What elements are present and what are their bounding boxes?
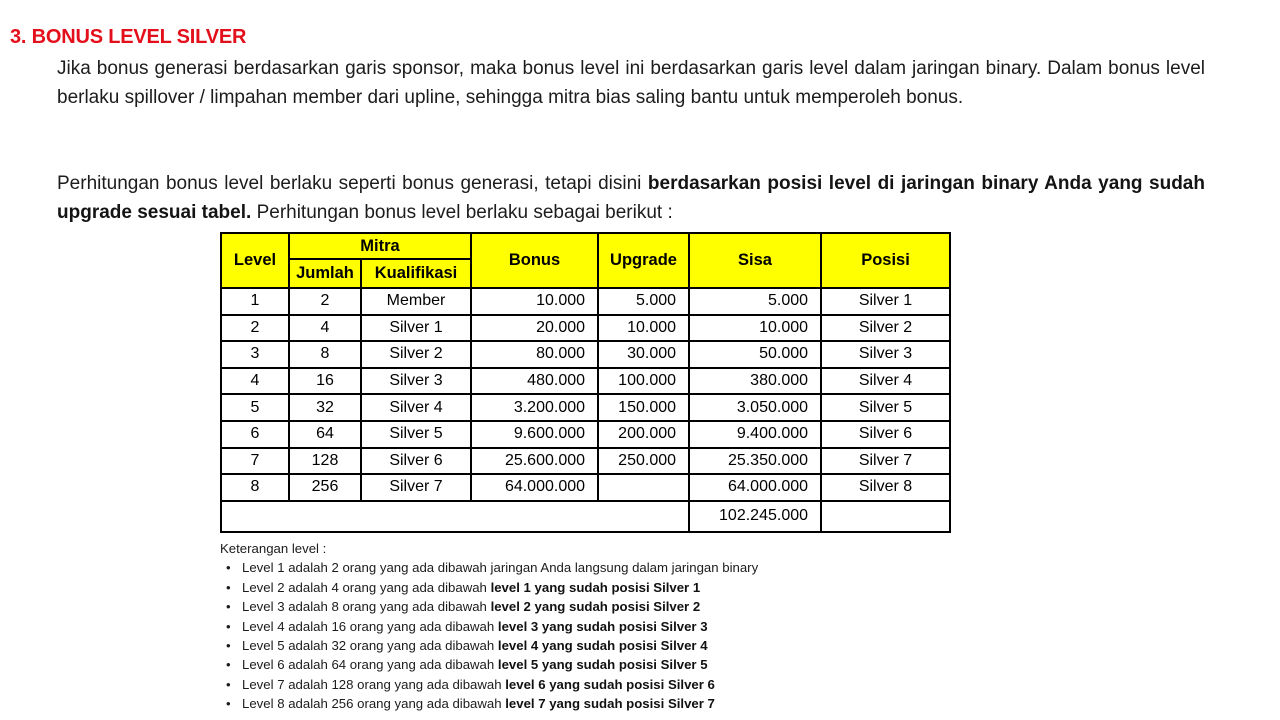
- cell-kualifikasi: Silver 5: [361, 421, 471, 448]
- cell-level: 1: [221, 288, 289, 315]
- table-header: [221, 233, 950, 288]
- keterangan-item: [220, 655, 860, 674]
- cell-kualifikasi: Silver 4: [361, 394, 471, 421]
- keterangan-text: Level 5 adalah 32 orang yang ada dibawah: [242, 638, 498, 654]
- total-sisa-cell: 102.245.000: [689, 501, 821, 532]
- keterangan-item: [220, 675, 860, 694]
- cell-sisa: 50.000: [689, 341, 821, 368]
- keterangan-bold: level 5 yang sudah posisi Silver 5: [497, 657, 708, 673]
- keterangan-text: Level 8 adalah 256 orang yang ada dibawah: [242, 696, 506, 712]
- cell-kualifikasi: Silver 3: [361, 368, 471, 395]
- keterangan-text: Level 4 adalah 16 orang yang ada dibawah: [242, 618, 498, 634]
- keterangan-item: [220, 558, 860, 577]
- keterangan-heading: Keterangan level :: [220, 541, 327, 556]
- keterangan-bold: level 1 yang sudah posisi Silver 1: [490, 579, 701, 595]
- calculation-paragraph-bold: berdasarkan posisi level di jaringan binary Anda yang sudah upgrade sesuai tabel.: [57, 173, 1205, 223]
- keterangan-text: Level 3 adalah 8 orang yang ada dibawah: [242, 599, 491, 615]
- keterangan-item: [220, 617, 860, 636]
- keterangan-list: [220, 558, 860, 713]
- table-row: [221, 368, 950, 395]
- keterangan-item: [220, 578, 860, 597]
- cell-sisa: 5.000: [689, 288, 821, 315]
- cell-level: 7: [221, 448, 289, 475]
- cell-sisa: 3.050.000: [689, 394, 821, 421]
- table-row: [221, 315, 950, 342]
- cell-bonus: 80.000: [471, 341, 598, 368]
- total-spacer-cell: [221, 501, 689, 532]
- cell-level: 2: [221, 315, 289, 342]
- header-bonus: Bonus: [471, 233, 598, 288]
- cell-bonus: 480.000: [471, 368, 598, 395]
- cell-kualifikasi: Silver 7: [361, 474, 471, 501]
- cell-bonus: 9.600.000: [471, 421, 598, 448]
- cell-upgrade: 5.000: [598, 288, 689, 315]
- cell-posisi: Silver 3: [821, 341, 950, 368]
- header-jumlah: Jumlah: [289, 259, 361, 288]
- keterangan-item: [220, 636, 860, 655]
- table-row: [221, 288, 950, 315]
- cell-upgrade: 250.000: [598, 448, 689, 475]
- cell-bonus: 10.000: [471, 288, 598, 315]
- cell-level: 4: [221, 368, 289, 395]
- cell-sisa: 9.400.000: [689, 421, 821, 448]
- total-row: [221, 501, 950, 532]
- cell-posisi: Silver 2: [821, 315, 950, 342]
- cell-jumlah: 2: [289, 288, 361, 315]
- keterangan-bold: level 4 yang sudah posisi Silver 4: [497, 638, 708, 654]
- cell-upgrade: 150.000: [598, 394, 689, 421]
- cell-upgrade: 30.000: [598, 341, 689, 368]
- cell-kualifikasi: Silver 1: [361, 315, 471, 342]
- cell-sisa: 380.000: [689, 368, 821, 395]
- cell-bonus: 25.600.000: [471, 448, 598, 475]
- cell-sisa: 10.000: [689, 315, 821, 342]
- cell-bonus: 20.000: [471, 315, 598, 342]
- table-row: [221, 341, 950, 368]
- keterangan-section: [220, 539, 860, 714]
- header-posisi: Posisi: [821, 233, 950, 288]
- calculation-paragraph-post: Perhitungan bonus level berlaku sebagai berikut :: [251, 202, 673, 223]
- cell-kualifikasi: Silver 2: [361, 341, 471, 368]
- keterangan-item: [220, 597, 860, 616]
- table-row: [221, 394, 950, 421]
- header-mitra: Mitra: [289, 233, 471, 259]
- keterangan-text: Level 7 adalah 128 orang yang ada dibawah: [242, 676, 506, 692]
- cell-bonus: 3.200.000: [471, 394, 598, 421]
- header-kualifikasi: Kualifikasi: [361, 259, 471, 288]
- header-upgrade: Upgrade: [598, 233, 689, 288]
- cell-level: 6: [221, 421, 289, 448]
- keterangan-item: [220, 694, 860, 713]
- cell-level: 3: [221, 341, 289, 368]
- cell-posisi: Silver 4: [821, 368, 950, 395]
- keterangan-bold: level 6 yang sudah posisi Silver 6: [505, 676, 715, 692]
- table-row: [221, 421, 950, 448]
- cell-upgrade: 200.000: [598, 421, 689, 448]
- cell-posisi: Silver 5: [821, 394, 950, 421]
- table-row: [221, 448, 950, 475]
- calculation-paragraph-pre: Perhitungan bonus level berlaku seperti bonus generasi, tetapi disini: [57, 173, 648, 194]
- cell-jumlah: 4: [289, 315, 361, 342]
- cell-sisa: 64.000.000: [689, 474, 821, 501]
- keterangan-bold: level 7 yang sudah posisi Silver 7: [505, 696, 715, 712]
- cell-level: 8: [221, 474, 289, 501]
- cell-kualifikasi: Member: [361, 288, 471, 315]
- keterangan-bold: level 3 yang sudah posisi Silver 3: [497, 618, 708, 634]
- bonus-level-table: [220, 232, 951, 533]
- cell-posisi: Silver 7: [821, 448, 950, 475]
- page-title: 3. BONUS LEVEL SILVER: [10, 26, 247, 48]
- cell-kualifikasi: Silver 6: [361, 448, 471, 475]
- cell-jumlah: 32: [289, 394, 361, 421]
- calculation-paragraph: [57, 169, 1205, 227]
- header-sisa: Sisa: [689, 233, 821, 288]
- cell-jumlah: 64: [289, 421, 361, 448]
- cell-upgrade: [598, 474, 689, 501]
- cell-jumlah: 8: [289, 341, 361, 368]
- cell-jumlah: 256: [289, 474, 361, 501]
- cell-sisa: 25.350.000: [689, 448, 821, 475]
- header-level: Level: [221, 233, 289, 288]
- keterangan-text: Level 1 adalah 2 orang yang ada dibawah jaringan Anda langsung dalam jaringan binary: [242, 560, 759, 576]
- keterangan-text: Level 6 adalah 64 orang yang ada dibawah: [242, 657, 498, 673]
- cell-posisi: Silver 6: [821, 421, 950, 448]
- total-posisi-cell: [821, 501, 950, 532]
- cell-upgrade: 10.000: [598, 315, 689, 342]
- cell-posisi: Silver 8: [821, 474, 950, 501]
- intro-paragraph: Jika bonus generasi berdasarkan garis sponsor, maka bonus level ini berdasarkan garis level dalam jaringan binary. Dalam bonus level berlaku spillover / limpahan member dari upline, sehingga mitra bias saling bantu untuk memperoleh bonus.: [57, 58, 1205, 108]
- cell-posisi: Silver 1: [821, 288, 950, 315]
- header-row-top: [221, 233, 950, 259]
- cell-bonus: 64.000.000: [471, 474, 598, 501]
- cell-level: 5: [221, 394, 289, 421]
- table-row: [221, 474, 950, 501]
- cell-upgrade: 100.000: [598, 368, 689, 395]
- keterangan-bold: level 2 yang sudah posisi Silver 2: [490, 599, 701, 615]
- keterangan-text: Level 2 adalah 4 orang yang ada dibawah: [242, 579, 491, 595]
- cell-jumlah: 16: [289, 368, 361, 395]
- cell-jumlah: 128: [289, 448, 361, 475]
